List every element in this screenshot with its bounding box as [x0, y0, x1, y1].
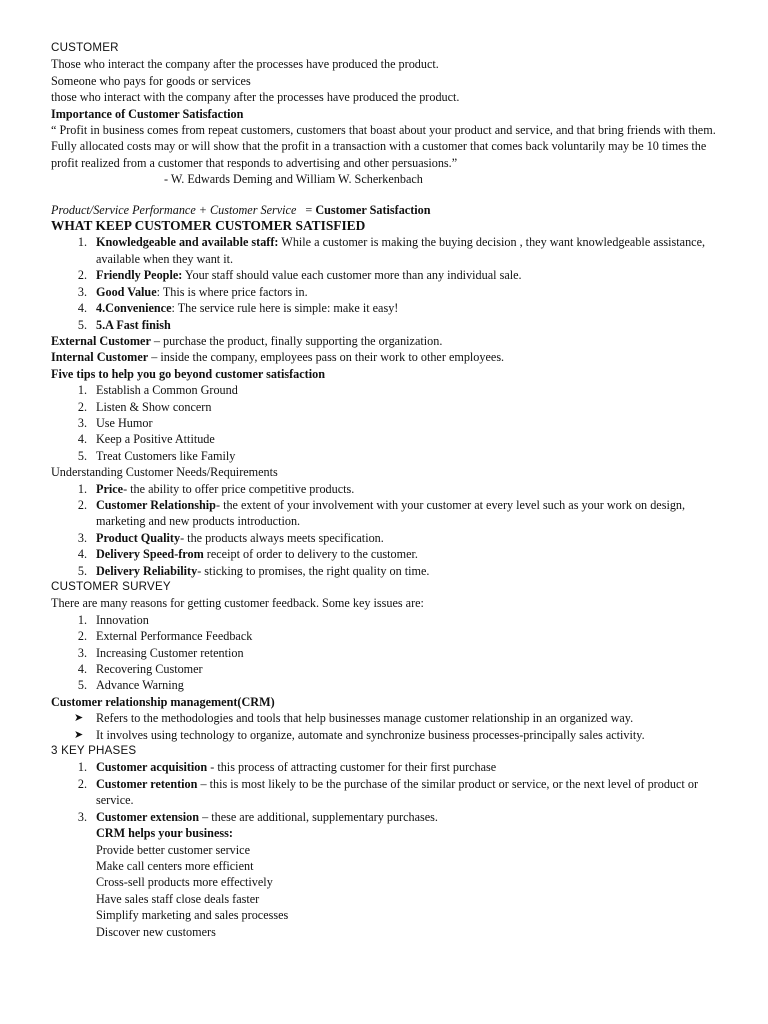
- list-item: [51, 612, 721, 628]
- crm-help-item: Cross-sell products more effectively: [96, 875, 273, 890]
- list-number: 3.: [77, 645, 87, 660]
- crm-help-item: Make call centers more efficient: [96, 858, 254, 873]
- customer-definition-3: those who interact with the company after the processes have produced the product.: [51, 90, 460, 105]
- survey-list: [51, 612, 721, 694]
- list-number: 1.: [77, 383, 87, 398]
- crm-help-item: Provide better customer service: [96, 842, 250, 857]
- list-item: [51, 267, 721, 283]
- list-item: [51, 710, 721, 726]
- item-text: : This is where price factors in.: [156, 284, 308, 299]
- item-text: While a customer is making the buying decision , they want knowledgeable assistance, available when they want it.: [96, 235, 706, 266]
- item-text: Establish a Common Ground: [96, 383, 238, 398]
- crm-heading: Customer relationship management(CRM): [51, 694, 275, 709]
- list-item: [51, 759, 721, 775]
- item-term: Product Quality: [96, 530, 181, 545]
- crm-helps-heading: CRM helps your business:: [96, 826, 233, 841]
- list-number: 2.: [77, 399, 87, 414]
- formula-right: Customer Satisfaction: [315, 202, 431, 217]
- customer-definition-2: Someone who pays for goods or services: [51, 73, 251, 88]
- list-item: [51, 431, 721, 447]
- external-term: External Customer: [51, 333, 151, 348]
- document-page: [51, 40, 721, 940]
- item-term: 4.Convenience: [96, 301, 172, 316]
- item-term: Price: [96, 481, 124, 496]
- item-term: Customer acquisition: [96, 760, 208, 775]
- crm-help-item: Simplify marketing and sales processes: [96, 908, 289, 923]
- item-text: - the ability to offer price competitive products.: [123, 481, 355, 496]
- internal-term: Internal Customer: [51, 350, 149, 365]
- list-number: 1.: [77, 235, 87, 250]
- item-text: Treat Customers like Family: [96, 448, 236, 463]
- list-item: [51, 809, 721, 825]
- item-text: : The service rule here is simple: make it easy!: [171, 301, 399, 316]
- item-term: Customer Relationship: [96, 497, 216, 512]
- keep-satisfied-heading: WHAT KEEP CUSTOMER CUSTOMER SATISFIED: [51, 218, 366, 234]
- satisfaction-formula: [51, 202, 721, 218]
- list-number: 4.: [77, 547, 87, 562]
- list-number: 2.: [77, 497, 87, 512]
- quote-paragraph: “ Profit in business comes from repeat customers, customers that boast about your product and service, and that bring friends with them. Fully allocated costs may or will show that the profit in a transaction with a customer that comes back voluntarily may be 10 times the profit realized from a customer that responds to advertising and other persuasions.”: [51, 123, 716, 170]
- phases-heading: 3 KEY PHASES: [51, 744, 137, 758]
- item-text: Advance Warning: [96, 678, 184, 693]
- item-text: - the extent of your involvement with your customer at every level such as your work on design, marketing and new products introduction.: [96, 497, 686, 529]
- list-item: [51, 727, 721, 743]
- customer-heading: CUSTOMER: [51, 41, 119, 54]
- item-term: Good Value: [96, 284, 157, 299]
- item-text: Listen & Show concern: [96, 399, 212, 414]
- list-number: 5.: [77, 317, 87, 332]
- item-term: Customer extension: [96, 809, 200, 824]
- list-item: [51, 530, 721, 546]
- item-text: Refers to the methodologies and tools that help businesses manage customer relationship in an organized way.: [96, 711, 634, 726]
- item-text: – this is most likely to be the purchase of the similar product or service, or the next level of product or service.: [96, 776, 699, 808]
- list-number: 5.: [77, 678, 87, 693]
- arrow-bullet-icon: ➤: [74, 712, 84, 725]
- list-item: [51, 317, 721, 333]
- needs-list: [51, 481, 721, 579]
- internal-customer: [51, 349, 721, 365]
- item-text: External Performance Feedback: [96, 629, 253, 644]
- list-item: [51, 399, 721, 415]
- survey-intro: There are many reasons for getting customer feedback. Some key issues are:: [51, 596, 424, 611]
- list-item: [51, 546, 721, 562]
- tips-heading: Five tips to help you go beyond customer satisfaction: [51, 366, 325, 381]
- list-number: 2.: [77, 268, 87, 283]
- external-customer: [51, 333, 721, 349]
- item-text: Innovation: [96, 612, 149, 627]
- external-text: – purchase the product, finally supporting the organization.: [150, 333, 443, 348]
- customer-definition-1: Those who interact the company after the processes have produced the product.: [51, 57, 439, 72]
- item-term: Delivery Reliability: [96, 563, 198, 578]
- list-number: 2.: [77, 629, 87, 644]
- list-item: [51, 481, 721, 497]
- list-number: 3.: [77, 530, 87, 545]
- crm-bullet-list: [51, 710, 721, 743]
- internal-text: – inside the company, employees pass on their work to other employees.: [148, 350, 505, 365]
- list-item: [51, 234, 721, 267]
- item-text: Recovering Customer: [96, 662, 203, 677]
- list-number: 5.: [77, 448, 87, 463]
- item-term: Delivery Speed-from: [96, 547, 204, 562]
- item-text: - sticking to promises, the right quality on time.: [197, 563, 430, 578]
- needs-heading: Understanding Customer Needs/Requirements: [51, 465, 278, 480]
- list-number: 3.: [77, 809, 87, 824]
- list-item: [51, 382, 721, 398]
- item-term: 5.A Fast finish: [96, 317, 171, 332]
- list-number: 4.: [77, 662, 87, 677]
- list-item: [51, 300, 721, 316]
- importance-heading: Importance of Customer Satisfaction: [51, 106, 244, 121]
- list-item: [51, 677, 721, 693]
- list-item: [51, 284, 721, 300]
- list-item: [51, 628, 721, 644]
- list-number: 2.: [77, 776, 87, 791]
- list-number: 4.: [77, 432, 87, 447]
- item-text: Use Humor: [96, 415, 153, 430]
- item-text: It involves using technology to organize, automate and synchronize business processes-principally sales activity.: [96, 727, 645, 742]
- arrow-bullet-icon: ➤: [74, 728, 84, 741]
- item-text: – these are additional, supplementary purchases.: [199, 809, 438, 824]
- list-item: [51, 661, 721, 677]
- crm-help-item: Discover new customers: [96, 924, 216, 939]
- list-number: 3.: [77, 415, 87, 430]
- item-term: Knowledgeable and available staff:: [96, 235, 279, 250]
- list-number: 5.: [77, 563, 87, 578]
- list-item: [51, 448, 721, 464]
- formula-left: Product/Service Performance + Customer Service: [51, 202, 297, 217]
- item-text: - this process of attracting customer for their first purchase: [207, 760, 497, 775]
- list-number: 4.: [77, 301, 87, 316]
- quote-author: - W. Edwards Deming and William W. Scherkenbach: [164, 172, 423, 187]
- item-text: Increasing Customer retention: [96, 645, 244, 660]
- item-term: Customer retention: [96, 776, 198, 791]
- item-text: Keep a Positive Attitude: [96, 432, 215, 447]
- list-number: 3.: [77, 284, 87, 299]
- list-item: [51, 776, 721, 809]
- list-item: [51, 415, 721, 431]
- tips-list: [51, 382, 721, 464]
- list-number: 1.: [77, 481, 87, 496]
- keep-satisfied-list: [51, 234, 721, 332]
- list-number: 1.: [77, 760, 87, 775]
- item-text: Your staff should value each customer more than any individual sale.: [182, 268, 522, 283]
- item-text: - the products always meets specification.: [180, 530, 384, 545]
- list-item: [51, 497, 721, 530]
- crm-help-item: Have sales staff close deals faster: [96, 891, 260, 906]
- list-item: [51, 563, 721, 579]
- formula-equals: =: [305, 202, 313, 217]
- item-term: Friendly People:: [96, 268, 183, 283]
- item-text: receipt of order to delivery to the customer.: [203, 547, 418, 562]
- list-number: 1.: [77, 612, 87, 627]
- survey-heading: CUSTOMER SURVEY: [51, 580, 171, 593]
- list-item: [51, 645, 721, 661]
- phases-list: [51, 759, 721, 825]
